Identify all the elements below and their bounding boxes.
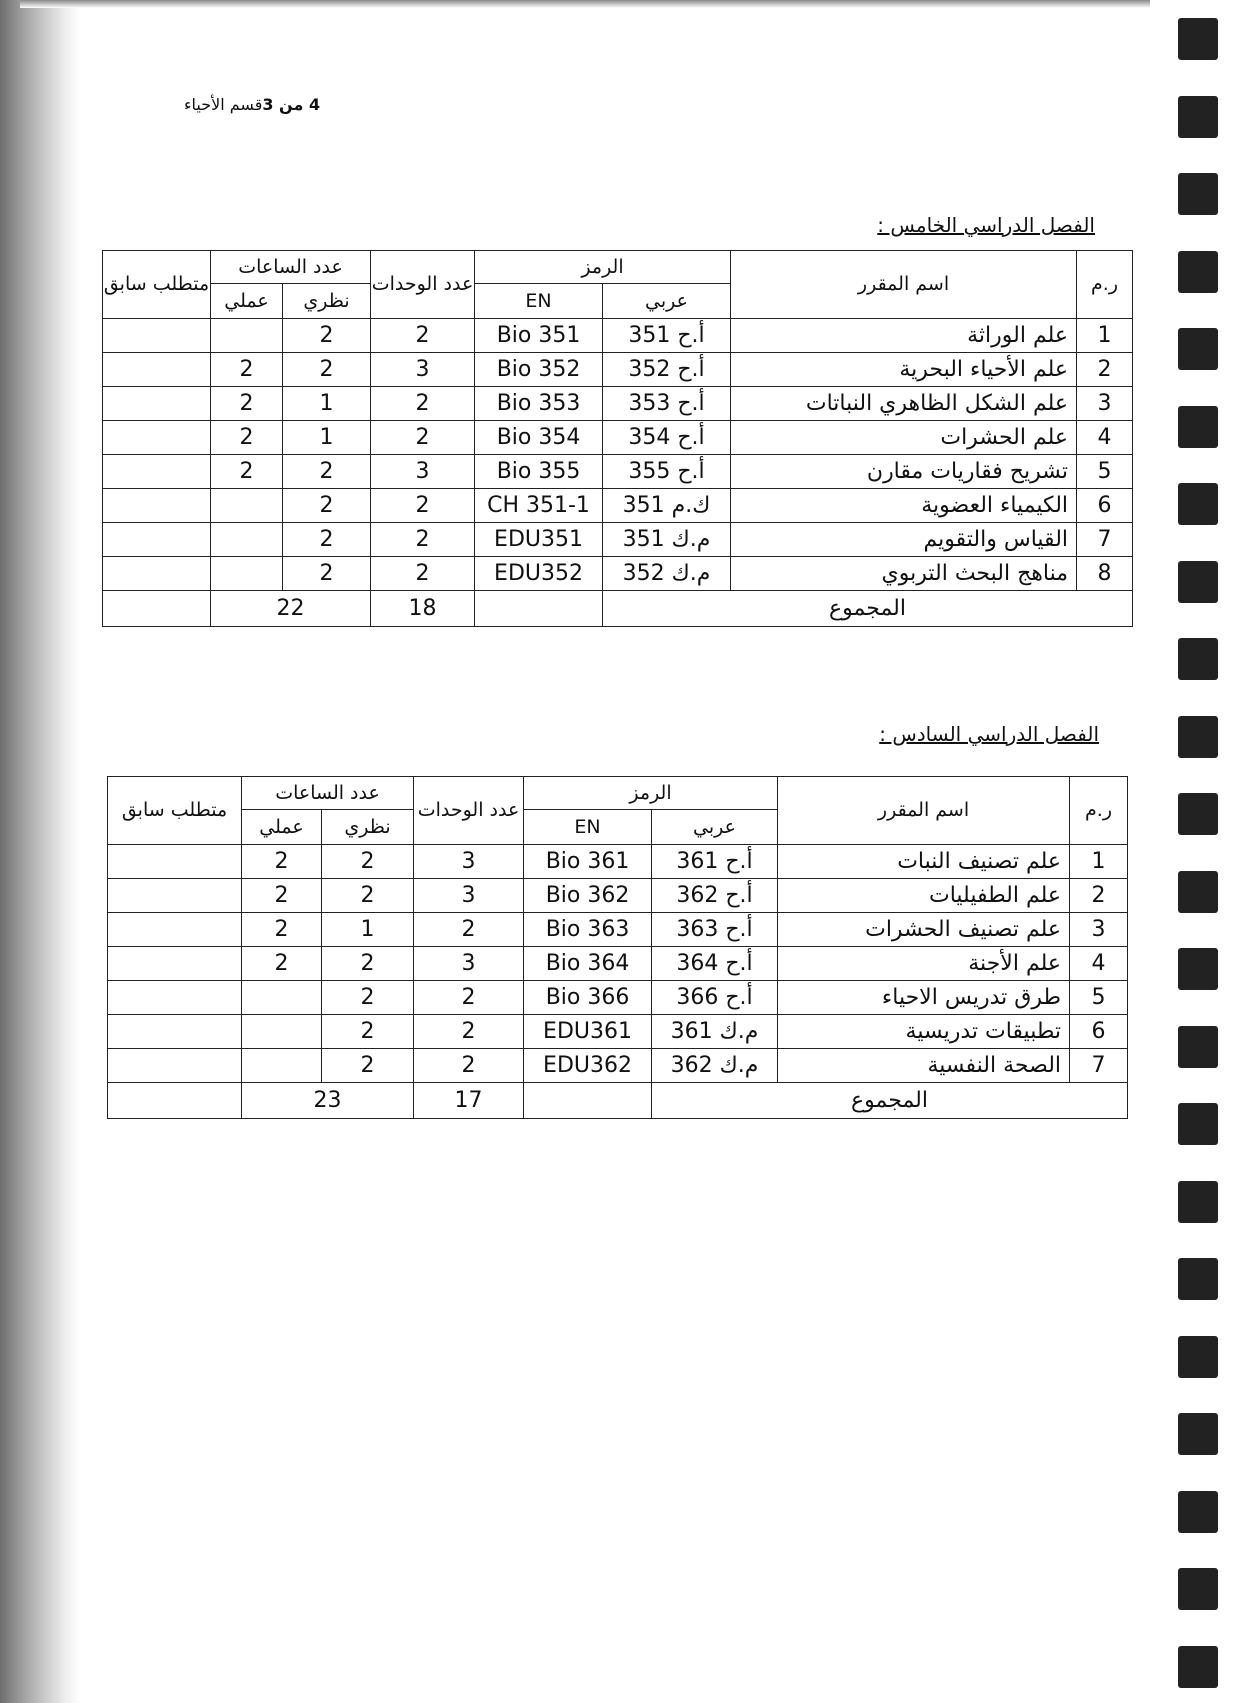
course-code-en: Bio 353 [475,387,603,421]
table-row [108,1049,1128,1083]
course-code-ar: م.ك 361 [652,1015,778,1049]
row-serial: 1 [1077,319,1133,353]
course-units: 2 [414,913,524,947]
course-practical-hours [211,489,283,523]
punch-hole [1178,1491,1218,1533]
punch-hole [1178,716,1218,758]
course-code-ar: أ.ح 351 [603,319,731,353]
course-practical-hours: 2 [211,353,283,387]
course-practical-hours: 2 [211,421,283,455]
row-serial: 7 [1077,523,1133,557]
row-serial: 6 [1070,1015,1128,1049]
header-prerequisite: متطلب سابق [103,251,211,319]
course-theory-hours: 2 [322,1015,414,1049]
course-practical-hours [242,981,322,1015]
course-practical-hours: 2 [242,879,322,913]
table-row [108,879,1128,913]
course-practical-hours [211,557,283,591]
punch-hole [1178,871,1218,913]
course-units: 2 [371,523,475,557]
row-serial: 5 [1070,981,1128,1015]
row-serial: 7 [1070,1049,1128,1083]
course-theory-hours: 2 [283,455,371,489]
course-units: 3 [371,455,475,489]
punch-hole [1178,793,1218,835]
row-serial: 8 [1077,557,1133,591]
course-name: الصحة النفسية [778,1049,1070,1083]
semester5-table [102,250,1133,627]
punch-hole [1178,1181,1218,1223]
total-prereq-cell [103,591,211,627]
total-hours: 23 [242,1083,414,1119]
course-name: مناهج البحث التربوي [731,557,1077,591]
course-units: 2 [414,1015,524,1049]
course-code-en: Bio 363 [524,913,652,947]
header-hours: عدد الساعات [211,251,371,284]
course-name: القياس والتقويم [731,523,1077,557]
total-label: المجموع [603,591,1133,627]
course-practical-hours [242,1015,322,1049]
course-code-en: Bio 364 [524,947,652,981]
punch-holes-strip [1158,0,1238,1703]
scan-binding-shadow [0,0,80,1703]
table-row [108,845,1128,879]
header-units: عدد الوحدات [371,251,475,319]
semester6-title: الفصل الدراسي السادس : [879,722,1099,746]
row-serial: 1 [1070,845,1128,879]
punch-hole [1178,638,1218,680]
course-practical-hours: 2 [242,845,322,879]
semester6-table [107,776,1128,1119]
punch-hole [1178,96,1218,138]
course-code-ar: م.ك 351 [603,523,731,557]
course-prerequisite [108,1049,242,1083]
department-name: قسم الأحياء [184,95,263,114]
total-units: 18 [371,591,475,627]
header-practical: عملي [242,810,322,845]
course-units: 3 [414,879,524,913]
row-serial: 4 [1070,947,1128,981]
table-row [108,913,1128,947]
course-prerequisite [103,421,211,455]
header-course-name: اسم المقرر [731,251,1077,319]
course-code-en: CH 351-1 [475,489,603,523]
course-code-en: Bio 362 [524,879,652,913]
course-prerequisite [108,845,242,879]
total-label: المجموع [652,1083,1128,1119]
course-name: الكيمياء العضوية [731,489,1077,523]
punch-hole [1178,948,1218,990]
header-serial: ر.م [1070,777,1128,845]
course-name: علم الحشرات [731,421,1077,455]
header-practical: عملي [211,284,283,319]
course-name: علم تصنيف النبات [778,845,1070,879]
punch-hole [1178,251,1218,293]
course-code-en: Bio 355 [475,455,603,489]
course-units: 2 [371,557,475,591]
course-theory-hours: 2 [322,845,414,879]
course-prerequisite [103,353,211,387]
course-code-en: Bio 352 [475,353,603,387]
course-units: 2 [371,387,475,421]
course-name: طرق تدريس الاحياء [778,981,1070,1015]
header-code: الرمز [475,251,731,284]
course-theory-hours: 2 [283,319,371,353]
course-theory-hours: 2 [322,947,414,981]
table-row [108,1015,1128,1049]
header-code-ar: عربي [652,810,778,845]
semester5-title: الفصل الدراسي الخامس : [877,213,1095,237]
course-name: علم الشكل الظاهري النباتات [731,387,1077,421]
course-theory-hours: 1 [283,421,371,455]
total-empty-cell [524,1083,652,1119]
course-practical-hours [242,1049,322,1083]
total-prereq-cell [108,1083,242,1119]
punch-hole [1178,1026,1218,1068]
row-serial: 4 [1077,421,1133,455]
course-code-ar: م.ك 362 [652,1049,778,1083]
course-prerequisite [108,981,242,1015]
course-code-ar: أ.ح 363 [652,913,778,947]
punch-hole [1178,328,1218,370]
course-units: 3 [371,353,475,387]
course-prerequisite [108,947,242,981]
header-code-ar: عربي [603,284,731,319]
course-prerequisite [108,879,242,913]
course-code-ar: أ.ح 364 [652,947,778,981]
course-theory-hours: 1 [322,913,414,947]
course-theory-hours: 2 [283,523,371,557]
course-code-ar: أ.ح 361 [652,845,778,879]
course-practical-hours [211,319,283,353]
course-code-en: Bio 361 [524,845,652,879]
course-units: 2 [371,319,475,353]
course-prerequisite [108,913,242,947]
table-row [103,353,1133,387]
course-prerequisite [103,455,211,489]
total-row [108,1083,1128,1119]
punch-hole [1178,1103,1218,1145]
course-practical-hours [211,523,283,557]
course-theory-hours: 2 [322,879,414,913]
scan-top-edge [20,0,1150,8]
header-theory: نظري [283,284,371,319]
course-theory-hours: 1 [283,387,371,421]
course-theory-hours: 2 [322,981,414,1015]
course-name: علم الوراثة [731,319,1077,353]
header-serial: ر.م [1077,251,1133,319]
course-code-ar: أ.ح 354 [603,421,731,455]
header-course-name: اسم المقرر [778,777,1070,845]
course-prerequisite [103,557,211,591]
course-code-en: EDU362 [524,1049,652,1083]
course-prerequisite [103,319,211,353]
header-units: عدد الوحدات [414,777,524,845]
table-row [108,981,1128,1015]
table-row [103,489,1133,523]
page-index: 3 [262,95,274,114]
course-code-ar: م.ك 352 [603,557,731,591]
course-code-ar: أ.ح 353 [603,387,731,421]
course-name: علم الأجنة [778,947,1070,981]
course-code-ar: أ.ح 352 [603,353,731,387]
course-name: تشريح فقاريات مقارن [731,455,1077,489]
course-prerequisite [103,523,211,557]
punch-hole [1178,18,1218,60]
header-code: الرمز [524,777,778,810]
row-serial: 2 [1070,879,1128,913]
course-prerequisite [103,489,211,523]
course-units: 2 [414,1049,524,1083]
course-code-en: Bio 354 [475,421,603,455]
table-row [103,319,1133,353]
course-code-en: EDU352 [475,557,603,591]
table-row [103,523,1133,557]
course-units: 2 [371,421,475,455]
table-row [103,387,1133,421]
header-prerequisite: متطلب سابق [108,777,242,845]
total-units: 17 [414,1083,524,1119]
course-name: علم الأحياء البحرية [731,353,1077,387]
row-serial: 3 [1077,387,1133,421]
total-row [103,591,1133,627]
course-units: 3 [414,845,524,879]
punch-hole [1178,1646,1218,1688]
course-theory-hours: 2 [322,1049,414,1083]
course-name: علم تصنيف الحشرات [778,913,1070,947]
course-theory-hours: 2 [283,353,371,387]
course-units: 2 [371,489,475,523]
punch-hole [1178,1568,1218,1610]
page-count: 4 من [273,95,321,114]
punch-hole [1178,1413,1218,1455]
course-code-en: Bio 351 [475,319,603,353]
total-hours: 22 [211,591,371,627]
course-units: 3 [414,947,524,981]
course-code-ar: أ.ح 355 [603,455,731,489]
total-empty-cell [475,591,603,627]
table-row [108,947,1128,981]
course-code-ar: أ.ح 362 [652,879,778,913]
course-code-ar: أ.ح 366 [652,981,778,1015]
course-code-en: EDU361 [524,1015,652,1049]
row-serial: 2 [1077,353,1133,387]
row-serial: 3 [1070,913,1128,947]
page-header [184,95,324,114]
header-theory: نظري [322,810,414,845]
punch-hole [1178,406,1218,448]
table-row [103,421,1133,455]
punch-hole [1178,483,1218,525]
table-row [103,557,1133,591]
course-code-ar: ك.م 351 [603,489,731,523]
course-name: علم الطفيليات [778,879,1070,913]
course-prerequisite [103,387,211,421]
course-prerequisite [108,1015,242,1049]
course-name: تطبيقات تدريسية [778,1015,1070,1049]
punch-hole [1178,561,1218,603]
course-theory-hours: 2 [283,489,371,523]
header-hours: عدد الساعات [242,777,414,810]
table-row [103,455,1133,489]
header-code-en: EN [475,284,603,319]
punch-hole [1178,1258,1218,1300]
course-practical-hours: 2 [242,947,322,981]
header-code-en: EN [524,810,652,845]
course-units: 2 [414,981,524,1015]
punch-hole [1178,173,1218,215]
row-serial: 6 [1077,489,1133,523]
course-practical-hours: 2 [242,913,322,947]
course-code-en: EDU351 [475,523,603,557]
punch-hole [1178,1336,1218,1378]
row-serial: 5 [1077,455,1133,489]
course-practical-hours: 2 [211,387,283,421]
course-theory-hours: 2 [283,557,371,591]
course-code-en: Bio 366 [524,981,652,1015]
course-practical-hours: 2 [211,455,283,489]
